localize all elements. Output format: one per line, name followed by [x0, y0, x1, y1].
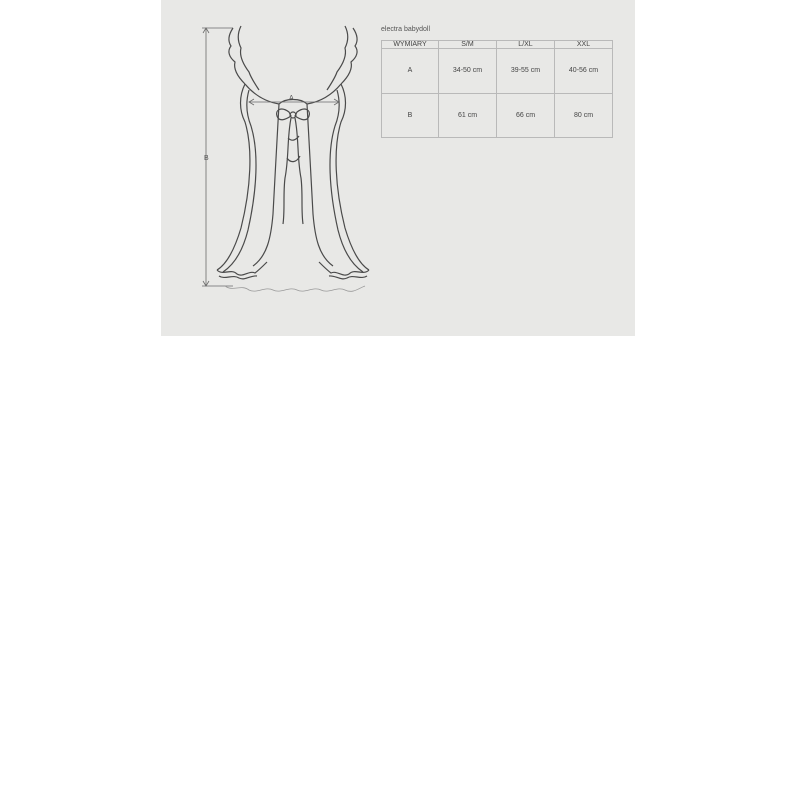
- size-table-header-lxl: L/XL: [497, 41, 555, 49]
- size-table-cell: A: [382, 49, 439, 94]
- size-table-cell: 80 cm: [555, 93, 613, 138]
- size-table-cell: 61 cm: [439, 93, 497, 138]
- dimension-label-b: B: [204, 155, 209, 162]
- size-table-header-sm: S/M: [439, 41, 497, 49]
- size-table-cell: B: [382, 93, 439, 138]
- size-table-row-a: [382, 49, 613, 94]
- dimension-label-a: A: [289, 95, 294, 102]
- size-table-cell: 39-55 cm: [497, 49, 555, 94]
- size-table-header-xxl: XXL: [555, 41, 613, 49]
- back-hem-outline: [225, 286, 365, 291]
- garment-outline: [217, 26, 369, 279]
- size-table: [381, 40, 613, 138]
- size-table-header-measurement: WYMIARY: [382, 41, 439, 49]
- size-table-cell: 66 cm: [497, 93, 555, 138]
- size-table-header-row: [382, 41, 613, 49]
- size-table-row-b: [382, 93, 613, 138]
- product-title: electra babydoll: [381, 26, 431, 33]
- size-table-cell: 34-50 cm: [439, 49, 497, 94]
- babydoll-illustration: [193, 18, 393, 300]
- size-table-cell: 40-56 cm: [555, 49, 613, 94]
